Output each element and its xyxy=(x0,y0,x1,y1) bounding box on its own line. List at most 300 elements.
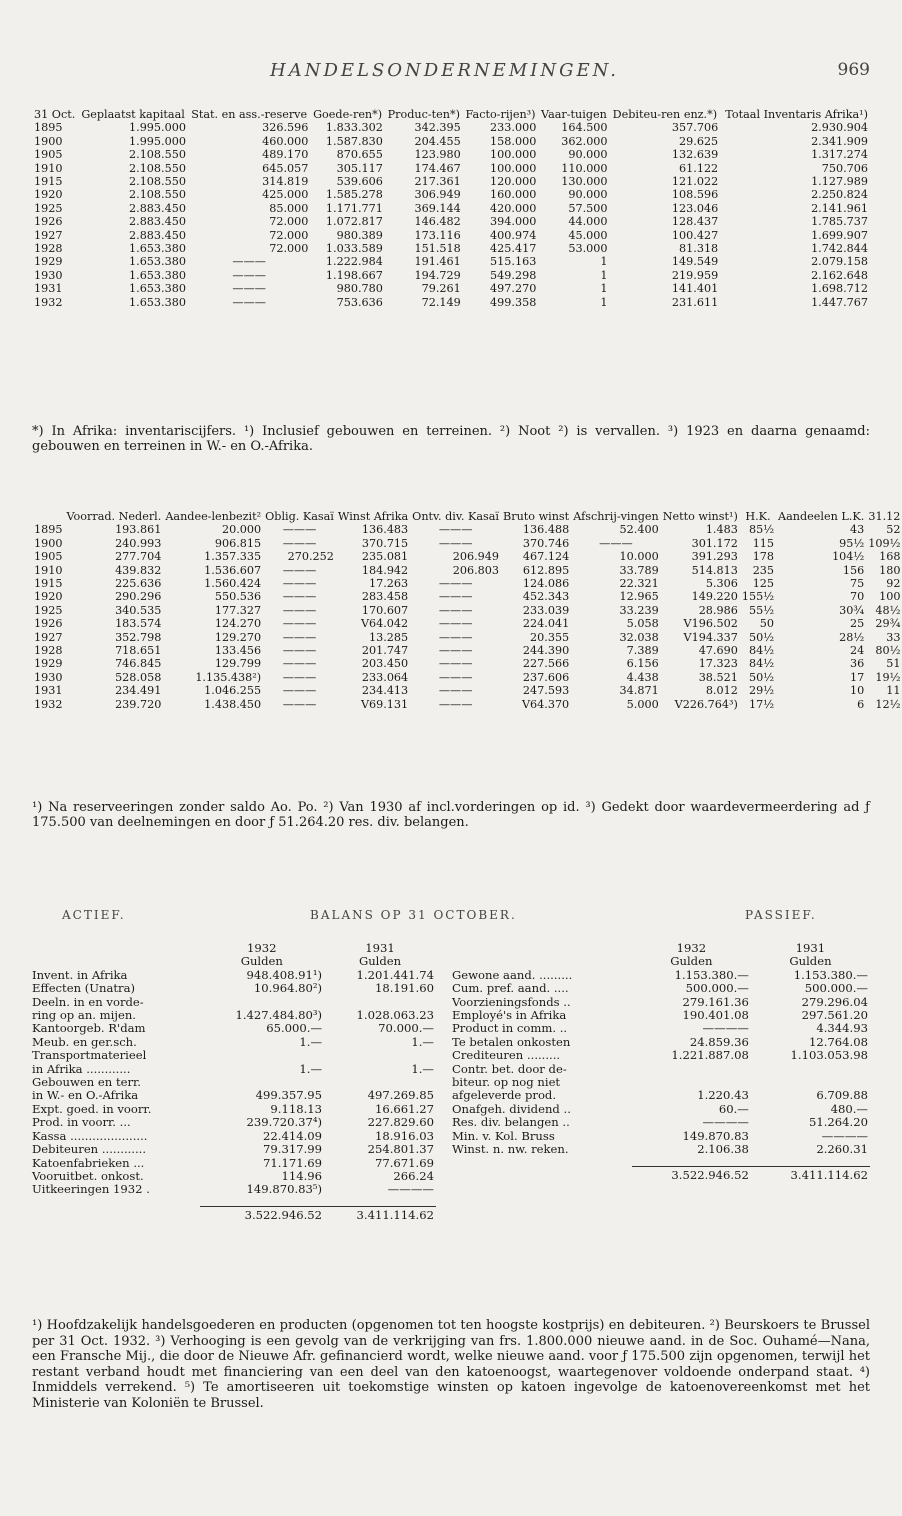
balance-row xyxy=(450,1143,870,1156)
balance-item-label: ring op an. mijen. xyxy=(32,1008,136,1023)
balance-item-value: 149.870.83⁵) xyxy=(246,1182,323,1197)
table-cell: ——— xyxy=(438,590,473,604)
table-cell: 2.883.450 xyxy=(129,215,186,229)
table-cell: 1925 xyxy=(34,201,63,215)
balance-item-value: 18.191.60 xyxy=(374,981,434,996)
liab-unit2: Gulden xyxy=(789,954,832,969)
capital-table-header xyxy=(32,108,870,121)
table-row xyxy=(32,162,870,175)
balance-item-value xyxy=(200,996,325,1009)
balance-item-label: in W.- en O.-Afrika xyxy=(32,1088,139,1103)
table-cell: 340.535 xyxy=(115,603,162,617)
table-cell: 1.995.000 xyxy=(129,121,186,135)
table-cell: 43 xyxy=(850,523,865,537)
balance-item-value: 279.296.04 xyxy=(801,994,868,1009)
balance-item-value: 10.964.80²) xyxy=(253,981,323,996)
balance-item-value: 24.859.36 xyxy=(689,1034,749,1049)
table-cell: 1895 xyxy=(34,121,63,135)
table-cell: 1930 xyxy=(34,670,63,684)
table-cell: 369.144 xyxy=(414,201,461,215)
balance-item-value: 18.916.03 xyxy=(374,1128,434,1143)
table-cell: 7.389 xyxy=(626,644,659,658)
table-cell: 1.171.771 xyxy=(325,201,383,215)
table-cell: 1.742.844 xyxy=(811,242,868,256)
liab-year1: 1932 xyxy=(676,941,707,955)
balance-item-label: Uitkeeringen 1932 . xyxy=(32,1182,150,1197)
table-cell: 10.000 xyxy=(619,550,659,564)
table-cell: 5.306 xyxy=(705,577,738,591)
balance-item-value: 16.661.27 xyxy=(374,1101,434,1116)
table-cell: 1928 xyxy=(34,242,63,256)
table-cell: 1.135.438²) xyxy=(195,670,262,684)
table-cell: 224.041 xyxy=(522,617,570,631)
balance-item-value xyxy=(632,1063,751,1076)
table-cell: V226.764³) xyxy=(674,697,738,711)
balance-item-label: Debiteuren ............ xyxy=(32,1142,147,1157)
balance-item-value: 22.414.09 xyxy=(263,1128,323,1143)
table-cell: 32.038 xyxy=(619,630,659,644)
table-cell: 44.000 xyxy=(568,215,608,229)
balance-item-value: 1.201.441.74 xyxy=(356,967,434,982)
balance-item-value: 1.221.887.08 xyxy=(671,1048,749,1063)
table-cell: 84½ xyxy=(748,657,775,671)
balance-item-value: 1.— xyxy=(299,1061,323,1076)
col-bonds-header: Oblig. Kasaï xyxy=(265,510,334,523)
balance-item-value xyxy=(324,1076,436,1089)
table-cell: V69.131 xyxy=(360,697,409,711)
table-cell: 1910 xyxy=(34,161,63,175)
table-cell: 45.000 xyxy=(568,228,608,242)
table-cell: 28.986 xyxy=(698,603,738,617)
table-row xyxy=(32,523,902,536)
table-cell: 1932 xyxy=(34,697,63,711)
balance-row xyxy=(450,1009,870,1022)
table-cell: V196.502 xyxy=(683,617,738,631)
table-cell: 1.198.667 xyxy=(325,268,383,282)
balance-row xyxy=(30,1009,436,1022)
table-row xyxy=(32,684,902,697)
balance-item-value xyxy=(200,1076,325,1089)
table-cell: 326.596 xyxy=(262,121,309,135)
table-cell: 1920 xyxy=(34,590,63,604)
table-cell: ——— xyxy=(599,536,633,550)
balance-item-label: Prod. in voorr. ... xyxy=(32,1115,131,1130)
table-cell: 72.000 xyxy=(269,228,309,242)
table-cell: 24 xyxy=(850,644,865,658)
liab-year2: 1931 xyxy=(795,941,826,955)
table-row xyxy=(32,135,870,148)
balance-row xyxy=(30,969,436,982)
table-cell: 51 xyxy=(886,657,901,671)
table-cell: 1928 xyxy=(34,644,63,658)
balance-item-value: 79.317.99 xyxy=(263,1142,323,1157)
table-cell: 1.483 xyxy=(705,523,738,537)
balance-item-label: biteur. op nog niet xyxy=(452,1075,561,1090)
table-cell: 1929 xyxy=(34,657,63,671)
table-cell: 314.819 xyxy=(262,175,309,189)
table-cell: 283.458 xyxy=(361,590,409,604)
balance-item-value: 4.344.93 xyxy=(816,1021,868,1036)
table-row xyxy=(32,590,902,603)
table-cell: 452.343 xyxy=(522,590,570,604)
table-cell: 13.285 xyxy=(369,630,409,644)
table-cell: 193.861 xyxy=(115,523,162,537)
balance-item-value: ———— xyxy=(702,1115,749,1130)
table-cell: 1.317.274 xyxy=(811,148,868,162)
table-cell: ——— xyxy=(438,617,473,631)
table-cell: 1910 xyxy=(34,563,63,577)
balance-total-value: 3.522.946.52 xyxy=(200,1207,325,1223)
table-cell: V64.042 xyxy=(360,617,409,631)
col-profit-africa-header: Winst Afrika xyxy=(337,510,409,523)
balance-item-value: 480.— xyxy=(830,1101,868,1116)
balance-item-label: Cum. pref. aand. .... xyxy=(452,981,569,996)
balance-item-label: Katoenfabrieken ... xyxy=(32,1155,145,1170)
table-cell: 85.000 xyxy=(269,201,309,215)
col-3112-header: 31.12 xyxy=(868,510,901,523)
table-cell: 233.039 xyxy=(522,603,570,617)
table-row xyxy=(32,617,902,630)
table-cell: ——— xyxy=(282,617,317,631)
balance-item-value: 254.801.37 xyxy=(367,1142,434,1157)
balance-item-value: 1.427.484.80³) xyxy=(235,1008,323,1023)
table-cell: 133.456 xyxy=(214,644,262,658)
table-cell: ——— xyxy=(232,282,266,296)
table-cell: 217.361 xyxy=(414,175,461,189)
table-cell: 70 xyxy=(850,590,865,604)
table-cell: 33 xyxy=(886,630,901,644)
table-cell: 1.995.000 xyxy=(129,134,186,148)
table-cell: 100.000 xyxy=(490,148,537,162)
table-cell: 156 xyxy=(842,563,865,577)
table-cell: 10 xyxy=(850,684,865,698)
balance-item-value: 65.000.— xyxy=(266,1021,323,1036)
balance-heading xyxy=(0,908,898,924)
table-cell: ——— xyxy=(438,577,473,591)
col-date-header: 31 Oct. xyxy=(34,108,76,121)
table-cell: 370.746 xyxy=(522,536,570,550)
col-dividend-header: Ontv. div. Kasaï xyxy=(412,510,500,523)
table-cell: 1.560.424 xyxy=(204,577,262,591)
balance-row xyxy=(30,1063,436,1076)
table-cell: 50½ xyxy=(748,630,775,644)
table-cell: 1.536.607 xyxy=(204,563,262,577)
table-cell: 1.785.737 xyxy=(811,215,868,229)
table-row xyxy=(32,202,870,215)
table-cell: 1.653.380 xyxy=(129,295,186,309)
table-cell: 1.653.380 xyxy=(129,268,186,282)
table-row xyxy=(32,121,870,134)
table-cell: 1 xyxy=(600,282,608,296)
table-cell: 92 xyxy=(886,577,901,591)
liabilities-table xyxy=(450,942,870,1182)
table-cell: ——— xyxy=(438,670,473,684)
balance-item-label: Onafgeh. dividend .. xyxy=(452,1101,571,1116)
table-cell: 1.072.817 xyxy=(325,215,383,229)
balance-row xyxy=(450,1076,870,1089)
table-cell: 227.566 xyxy=(522,657,570,671)
table-cell: 183.574 xyxy=(115,617,162,631)
table-cell: 1.587.830 xyxy=(325,134,383,148)
table-cell: 1905 xyxy=(34,550,63,564)
table-cell: 2.108.550 xyxy=(129,161,186,175)
table-cell: 5.058 xyxy=(626,617,659,631)
table-cell: 123.046 xyxy=(671,201,719,215)
table-cell: 1900 xyxy=(34,536,63,550)
table-cell: 1.833.302 xyxy=(325,121,383,135)
table-cell: 2.141.961 xyxy=(811,201,868,215)
table-cell: 124.086 xyxy=(522,577,570,591)
table-cell: 1926 xyxy=(34,215,63,229)
table-cell: 151.518 xyxy=(414,242,461,256)
table-cell: ——— xyxy=(282,644,317,658)
table-row xyxy=(32,657,902,670)
balance-item-value: 1.— xyxy=(411,1034,434,1049)
balance-item-value: 77.671.69 xyxy=(374,1155,434,1170)
table-cell: 2.079.158 xyxy=(811,255,868,269)
table-cell: 1.127.989 xyxy=(811,175,868,189)
table-cell: 342.395 xyxy=(414,121,461,135)
table-cell: 244.390 xyxy=(522,644,570,658)
table-cell: 33.239 xyxy=(619,603,659,617)
table-cell: 177.327 xyxy=(214,603,262,617)
balance-total-row xyxy=(30,1207,436,1223)
table-cell: 47.690 xyxy=(698,644,738,658)
balance-item-label: Transportmaterieel xyxy=(32,1048,147,1063)
page-header xyxy=(0,60,898,88)
balance-row xyxy=(450,996,870,1009)
table-cell: 6 xyxy=(857,697,865,711)
balance-item-label: Invent. in Afrika xyxy=(32,967,128,982)
table-row xyxy=(32,255,870,268)
page-number: 969 xyxy=(837,60,870,80)
table-cell: 115 xyxy=(752,536,775,550)
table-cell: 11 xyxy=(886,684,901,698)
table-cell: 1927 xyxy=(34,228,63,242)
balance-row xyxy=(30,1036,436,1049)
balance-item-value: 114.96 xyxy=(281,1168,323,1183)
table-row xyxy=(32,698,902,711)
table-cell: 870.655 xyxy=(336,148,383,162)
balance-item-label: Employé's in Afrika xyxy=(452,1008,567,1023)
table-cell: 55½ xyxy=(748,603,775,617)
table-cell: 36 xyxy=(850,657,865,671)
table-cell: 240.993 xyxy=(115,536,162,550)
table-cell: ——— xyxy=(438,684,473,698)
balance-item-label: Expt. goed. in voorr. xyxy=(32,1101,152,1116)
balance-item-value: 239.720.37⁴) xyxy=(246,1115,323,1130)
table-cell: 1.222.984 xyxy=(325,255,383,269)
table-cell: ——— xyxy=(282,523,317,537)
table-cell: 1.357.335 xyxy=(204,550,262,564)
table-cell: 100 xyxy=(879,590,901,604)
table-cell: ——— xyxy=(438,603,473,617)
table-cell: 2.162.648 xyxy=(811,268,868,282)
table-cell: 19½ xyxy=(875,670,901,684)
table-cell: 100.427 xyxy=(671,228,719,242)
table-cell: ——— xyxy=(282,697,317,711)
table-cell: 72.149 xyxy=(421,295,461,309)
table-cell: 750.706 xyxy=(821,161,868,175)
table-cell: 1.653.380 xyxy=(129,255,186,269)
table-cell: 128.437 xyxy=(671,215,719,229)
table-cell: 25 xyxy=(850,617,865,631)
table-cell: 84½ xyxy=(748,644,775,658)
balance-row xyxy=(30,1130,436,1143)
table-cell: 1.585.278 xyxy=(325,188,383,202)
table-row xyxy=(32,282,870,295)
table-row xyxy=(32,550,902,563)
table-cell: 362.000 xyxy=(561,134,608,148)
table-cell: 235 xyxy=(752,563,775,577)
table-cell: 1.699.907 xyxy=(811,228,868,242)
table-cell: 980.389 xyxy=(336,228,383,242)
table-cell: 50½ xyxy=(748,670,775,684)
balance-item-value: 948.408.91¹) xyxy=(246,967,323,982)
table-cell: ——— xyxy=(438,630,473,644)
balance-item-value xyxy=(751,1076,870,1089)
table-cell: 1926 xyxy=(34,617,63,631)
balance-row xyxy=(30,1089,436,1102)
col-products-header: Produc-ten*) xyxy=(387,108,460,121)
col-gross-header: Bruto winst xyxy=(503,510,570,523)
table-row xyxy=(32,577,902,590)
table-cell: 29.625 xyxy=(679,134,719,148)
col-hk-header: H.K. xyxy=(745,510,771,523)
table-cell: 206.803 xyxy=(452,563,500,577)
table-cell: 1 xyxy=(600,255,608,269)
balance-item-value: 6.709.88 xyxy=(816,1088,868,1103)
table-cell: V64.370 xyxy=(521,697,570,711)
table-cell: 499.358 xyxy=(490,295,537,309)
balance-item-label: Res. div. belangen .. xyxy=(452,1115,570,1130)
col-factories-header: Facto-rijen³) xyxy=(465,108,536,121)
balance-item-value: 1.103.053.98 xyxy=(790,1048,868,1063)
balance-item-value: 2.260.31 xyxy=(816,1142,868,1157)
col-net-header: Netto winst¹) xyxy=(662,510,738,523)
table-cell: 203.450 xyxy=(361,657,409,671)
table-cell: 104½ xyxy=(832,550,865,564)
balance-item-value: 9.118.13 xyxy=(270,1101,323,1116)
table-cell: 123.980 xyxy=(414,148,461,162)
table-cell: 170.607 xyxy=(361,603,409,617)
balance-row xyxy=(30,1103,436,1116)
table-cell: ——— xyxy=(282,536,317,550)
table-cell: 48½ xyxy=(875,603,901,617)
col-debtors-header: Debiteu-ren enz.*) xyxy=(612,108,718,121)
balance-total-row xyxy=(450,1167,870,1183)
table-cell: 52 xyxy=(886,523,901,537)
balance-row xyxy=(30,1183,436,1196)
balance-row xyxy=(450,969,870,982)
table-cell: 12.965 xyxy=(619,590,659,604)
table-cell: ——— xyxy=(282,563,317,577)
table-cell: 391.293 xyxy=(691,550,738,564)
table-row xyxy=(32,229,870,242)
profit-table-header xyxy=(32,510,902,523)
table-cell: 29½ xyxy=(748,684,775,698)
balance-row xyxy=(450,1130,870,1143)
table-row xyxy=(32,215,870,228)
table-cell: 514.813 xyxy=(691,563,738,577)
balance-item-value: 1.— xyxy=(299,1034,323,1049)
table-cell: ——— xyxy=(232,255,266,269)
table-cell: 80½ xyxy=(875,644,901,658)
table-cell: 28½ xyxy=(839,630,865,644)
table-cell: 357.706 xyxy=(671,121,719,135)
table-cell: 95½ xyxy=(839,536,865,550)
balance-title: BALANS OP 31 OCTOBER. xyxy=(310,908,517,922)
table-cell: 1931 xyxy=(34,282,63,296)
table-cell: 906.815 xyxy=(214,536,262,550)
table-cell: 233.000 xyxy=(490,121,537,135)
table-cell: 1895 xyxy=(34,523,63,537)
balance-item-label: Crediteuren ......... xyxy=(452,1048,561,1063)
table-cell: 136.488 xyxy=(522,523,570,537)
table-cell: 1.046.255 xyxy=(204,684,262,698)
table-cell: 2.108.550 xyxy=(129,188,186,202)
balance-item-label: afgeleverde prod. xyxy=(452,1088,557,1103)
table-cell: 370.715 xyxy=(361,536,409,550)
balance-item-label: Contr. bet. door de- xyxy=(452,1061,567,1076)
table-cell: 1931 xyxy=(34,684,63,698)
table-row xyxy=(32,242,870,255)
table-cell: 2.883.450 xyxy=(129,228,186,242)
table-row xyxy=(32,296,870,309)
balance-row xyxy=(30,982,436,995)
table-cell: 90.000 xyxy=(568,148,608,162)
table-cell: ——— xyxy=(282,630,317,644)
table-cell: 1900 xyxy=(34,134,63,148)
table-cell: 149.220 xyxy=(691,590,738,604)
balance-item-label: Vooruitbet. onkost. xyxy=(32,1168,144,1183)
table-cell: 1925 xyxy=(34,603,63,617)
balance-row xyxy=(450,1103,870,1116)
balance-item-value: 500.000.— xyxy=(685,981,749,996)
table-cell: 219.959 xyxy=(671,268,719,282)
table-cell: 146.482 xyxy=(414,215,461,229)
table-cell: 497.270 xyxy=(490,282,537,296)
balance-item-value: 497.269.85 xyxy=(367,1088,434,1103)
balance-row xyxy=(30,1116,436,1129)
table-cell: 61.122 xyxy=(679,161,719,175)
table-cell: ——— xyxy=(282,577,317,591)
table-cell: 168 xyxy=(879,550,901,564)
table-cell: ——— xyxy=(438,536,473,550)
balance-item-value xyxy=(324,1049,436,1062)
table-cell: 110.000 xyxy=(561,161,608,175)
balance-item-value: 1.220.43 xyxy=(697,1088,749,1103)
table-cell: ——— xyxy=(282,684,317,698)
table-cell: 550.536 xyxy=(214,590,262,604)
table-cell: ——— xyxy=(438,523,473,537)
table-cell: 439.832 xyxy=(115,563,162,577)
actief-label: ACTIEF. xyxy=(62,908,126,922)
table-cell: 2.341.909 xyxy=(811,134,868,148)
table-cell: 29¾ xyxy=(875,617,901,631)
table-cell: 17½ xyxy=(748,697,775,711)
assets-unit1: Gulden xyxy=(240,954,283,969)
table-cell: 149.549 xyxy=(671,255,719,269)
page-title: HANDELSONDERNEMINGEN. xyxy=(270,60,619,81)
table-cell: 305.117 xyxy=(336,161,383,175)
table-cell: 124.270 xyxy=(214,617,262,631)
table-cell: 184.942 xyxy=(361,563,409,577)
footnote-balance: ¹) Hoofdzakelijk handelsgoederen en producten (opgenomen tot ten hoogste kostprijs) en debiteuren. ²) Beurskoers te Brussel per 31 Oct. 1932. ³) Verhooging is een gevolg van de verkrijging van frs. 1.800.000 nieuwe aand. in de Soc. Ouhamé—Nana, een Fransche Mij., die door de Nieuwe Afr. gefinancierd wordt, welke nieuwe aand. voor ƒ 175.500 zijn opgenomen, terwijl het restant verband houdt met financiering van een deel van den katoenoogst, waartegenover voldoende onderpand staat. ⁴) Inmiddels verrekend. ⁵) Te amortiseeren uit toekomstige winsten op katoen ingevolge de katoenovereenkomst met het Ministerie van Koloniën te Brussel. xyxy=(32,1318,870,1411)
table-cell: ——— xyxy=(282,603,317,617)
table-cell: 30¾ xyxy=(839,603,865,617)
table-cell: 173.116 xyxy=(414,228,461,242)
